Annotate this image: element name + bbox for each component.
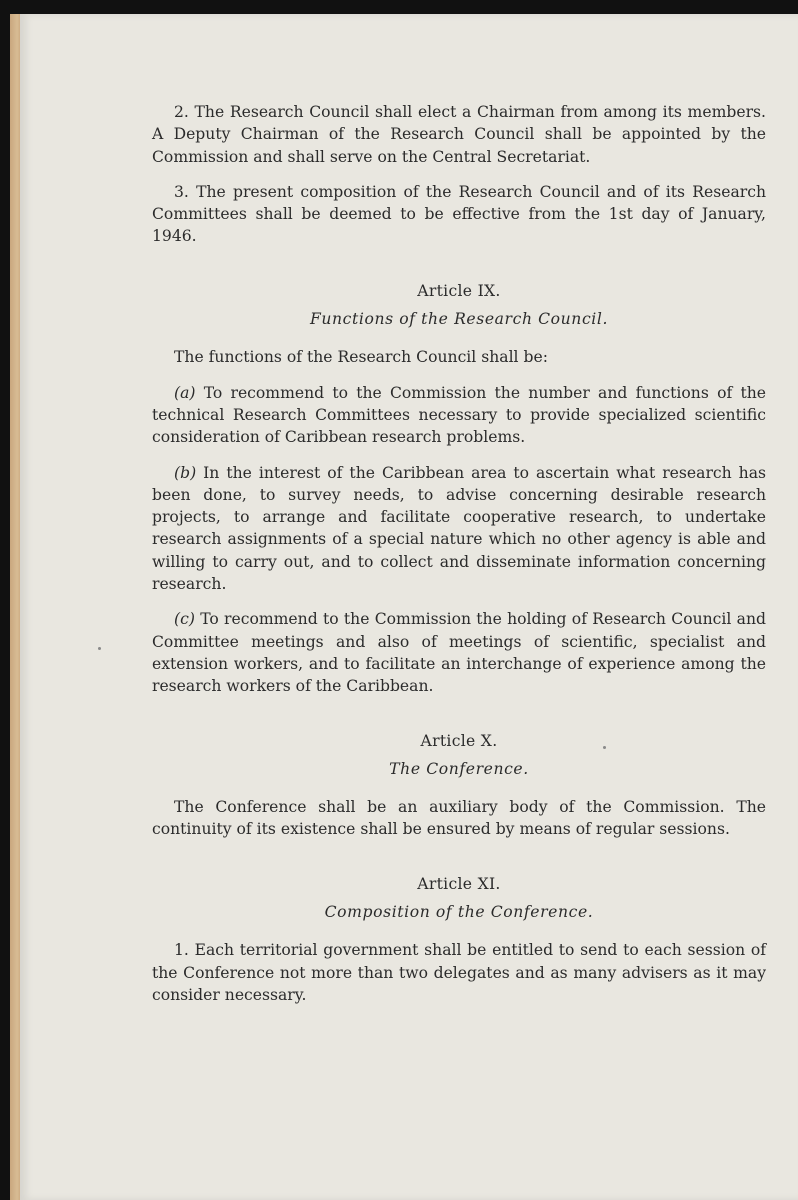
article-xi-heading: Article XI.	[417, 874, 501, 893]
item-text: To recommend to the Commission the number and functions of the technical Research Committees necessary to provide specialized scientific consideration of Caribbean research problems.	[152, 383, 766, 447]
paragraph-2: 2. The Research Council shall elect a Chairman from among its members. A Deputy Chairman of the Research Council shall be appointed by the Commission and shall serve on the Central Secretariat.	[152, 103, 766, 166]
article-xi-subheading: Composition of the Conference.	[324, 903, 594, 922]
item-text: To recommend to the Commission the holding of Research Council and Committee meetings and also of meetings of scientific, specialist and extension workers, and to facilitate an interchange of experience among the research workers of the Caribbean.	[152, 610, 766, 696]
item-label: (a)	[174, 383, 196, 402]
article-ix-item-a	[152, 382, 766, 449]
paragraph-3: 3. The present composition of the Research Council and of its Research Committees shall be deemed to be effective from the 1st day of January, 1946.	[152, 182, 766, 246]
article-ix-heading: Article IX.	[417, 281, 501, 300]
item-label: (b)	[174, 463, 197, 482]
document-text	[152, 101, 766, 1019]
article-xi-text: 1. Each territorial government shall be entitled to send to each session of the Conference not more than two delegates and as many advisers as it may consider necessary.	[152, 941, 766, 1004]
article-x-text: The Conference shall be an auxiliary body of the Commission. The continuity of its existence shall be ensured by means of regular sessions.	[152, 798, 766, 839]
article-x-subheading: The Conference.	[389, 759, 529, 778]
article-ix-intro: The functions of the Research Council shall be:	[174, 348, 548, 367]
item-label: (c)	[174, 610, 195, 629]
article-ix-subheading: Functions of the Research Council.	[309, 310, 609, 329]
article-ix-item-c	[152, 608, 766, 697]
speck	[98, 647, 101, 650]
item-text: In the interest of the Caribbean area to ascertain what research has been done, to survey needs, to advise concerning desirable research projects, to arrange and facilitate cooperative research, to undertake research assignments of a special nature which no other agency is able and willing to carry out, and to collect and disseminate information concerning research.	[152, 463, 766, 594]
article-x-heading: Article X.	[420, 731, 498, 750]
article-ix-item-b	[152, 462, 766, 596]
